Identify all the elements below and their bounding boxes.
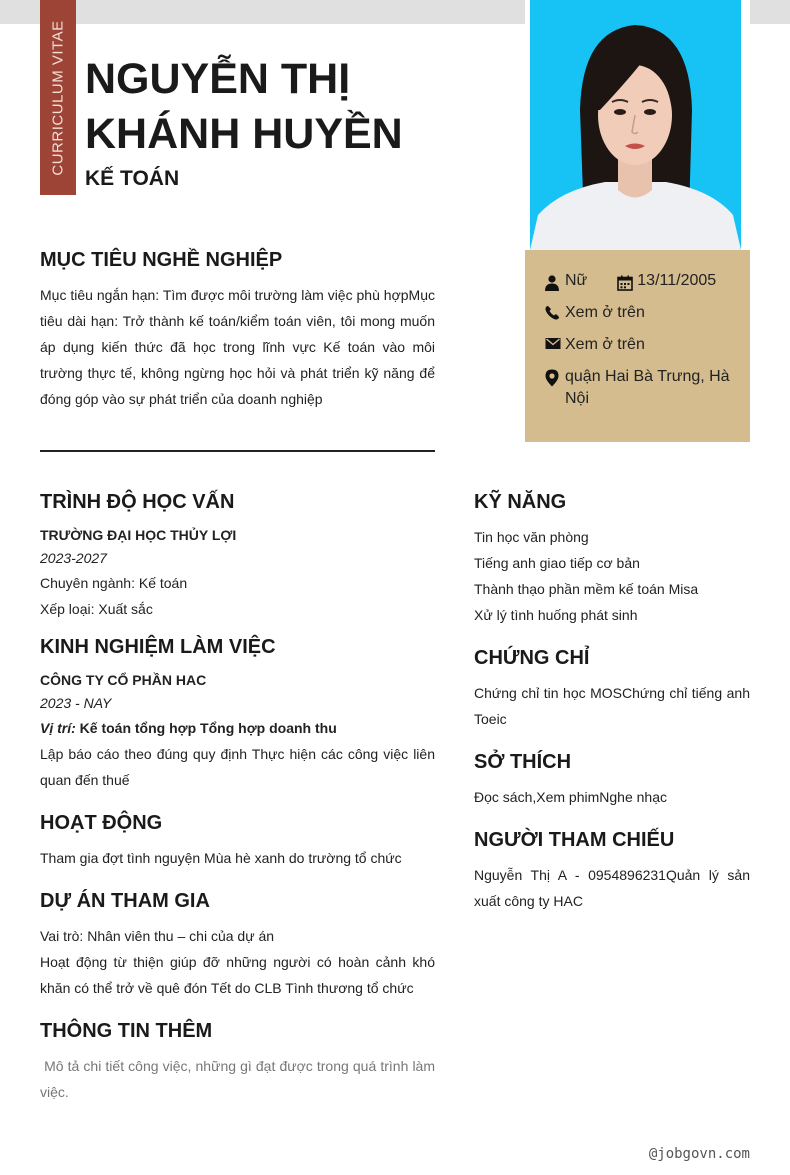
objective-title: MỤC TIÊU NGHỀ NGHIỆP [40, 249, 283, 271]
birthdate-value: 13/11/2005 [637, 272, 717, 289]
skill-item: Tin học văn phòng [474, 529, 589, 545]
experience-company: CÔNG TY CỔ PHẦN HAC [40, 672, 207, 688]
user-icon [545, 275, 565, 291]
cv-label: CURRICULUM VITAE [49, 19, 67, 176]
education-period: 2023-2027 [40, 550, 107, 566]
references-title: NGƯỜI THAM CHIẾU [474, 829, 675, 851]
hobbies-title: SỞ THÍCH [474, 751, 572, 773]
contact-info-box [525, 250, 750, 442]
experience-period: 2023 - NAY [40, 695, 112, 711]
candidate-name [85, 52, 515, 162]
birthdate-item [617, 270, 716, 292]
phone-value: Xem ở trên [565, 304, 645, 321]
email-row [545, 334, 730, 356]
name-line-2: KHÁNH HUYỀN [85, 110, 403, 158]
projects-role: Vai trò: Nhân viên thu – chi của dự án [40, 928, 275, 944]
education-title: TRÌNH ĐỘ HỌC VẤN [40, 491, 235, 513]
experience-position-label: Vị trí: [40, 720, 76, 736]
education-school: TRƯỜNG ĐẠI HỌC THỦY LỢI [40, 527, 237, 543]
activities-title: HOẠT ĐỘNG [40, 812, 163, 834]
experience-title: KINH NGHIỆM LÀM VIỆC [40, 636, 276, 658]
email-value: Xem ở trên [565, 336, 645, 353]
top-bar-right [750, 0, 790, 24]
section-divider [40, 450, 435, 452]
education-grade: Xếp loại: Xuất sắc [40, 601, 153, 617]
additional-text: Mô tả chi tiết công việc, những gì đạt được trong quá trình làm việc. [40, 1058, 439, 1100]
gender-item [545, 270, 587, 292]
calendar-icon [617, 275, 637, 291]
profile-photo [530, 0, 741, 250]
gender-value: Nữ [565, 272, 588, 289]
references-text: Nguyễn Thị A - 0954896231Quản lý sản xuất công ty HAC [474, 867, 750, 909]
additional-title: THÔNG TIN THÊM [40, 1020, 213, 1042]
experience-description: Lập báo cáo theo đúng quy định Thực hiện các công việc liên quan đến thuế [40, 746, 435, 788]
map-pin-icon [545, 369, 565, 387]
skills-title: KỸ NĂNG [474, 491, 567, 513]
phone-icon [545, 305, 565, 320]
projects-description: Hoạt động từ thiện giúp đỡ những người có hoàn cảnh khó khăn có thể trở về quê đón Tết do CLB Tình thương tổ chức [40, 954, 435, 996]
education-major: Chuyên ngành: Kế toán [40, 575, 188, 591]
certificates-title: CHỨNG CHỈ [474, 647, 590, 669]
hobbies-text: Đọc sách,Xem phimNghe nhạc [474, 789, 667, 805]
top-bar-left [0, 0, 525, 24]
skill-item: Tiếng anh giao tiếp cơ bản [474, 555, 640, 571]
objective-text: Mục tiêu ngắn hạn: Tìm được môi trường làm việc phù hợpMục tiêu dài hạn: Trở thành kế toán/kiểm toán viên, tôi mong muốn áp dụng kiến thức đã học trong lĩnh vực Kế toán vào môi trường thực tế, không ngừng học hỏi và phát triển kỹ năng để đóng góp vào sự phát triển của doanh nghiệp [40, 287, 435, 407]
address-row [545, 366, 730, 410]
mail-icon [545, 337, 565, 350]
experience-position-line [40, 718, 337, 738]
skill-item: Thành thạo phần mềm kế toán Misa [474, 581, 699, 597]
watermark: @jobgovn.com [648, 1146, 750, 1162]
name-line-1: NGUYỄN THỊ [85, 55, 351, 103]
certificates-text: Chứng chỉ tin học MOSChứng chỉ tiếng anh Toeic [474, 685, 750, 727]
gender-birthdate-row [545, 270, 730, 292]
projects-title: DỰ ÁN THAM GIA [40, 890, 210, 912]
job-title: KẾ TOÁN [85, 167, 180, 190]
phone-row [545, 302, 730, 324]
portrait-illustration [530, 0, 741, 250]
experience-position: Kế toán tổng hợp Tổng hợp doanh thu [79, 720, 337, 736]
address-value: quận Hai Bà Trưng, Hà Nội [565, 368, 730, 407]
cv-label-tab [40, 0, 76, 195]
skill-item: Xử lý tình huống phát sinh [474, 607, 638, 623]
activities-text: Tham gia đợt tình nguyện Mùa hè xanh do trường tổ chức [40, 850, 402, 866]
